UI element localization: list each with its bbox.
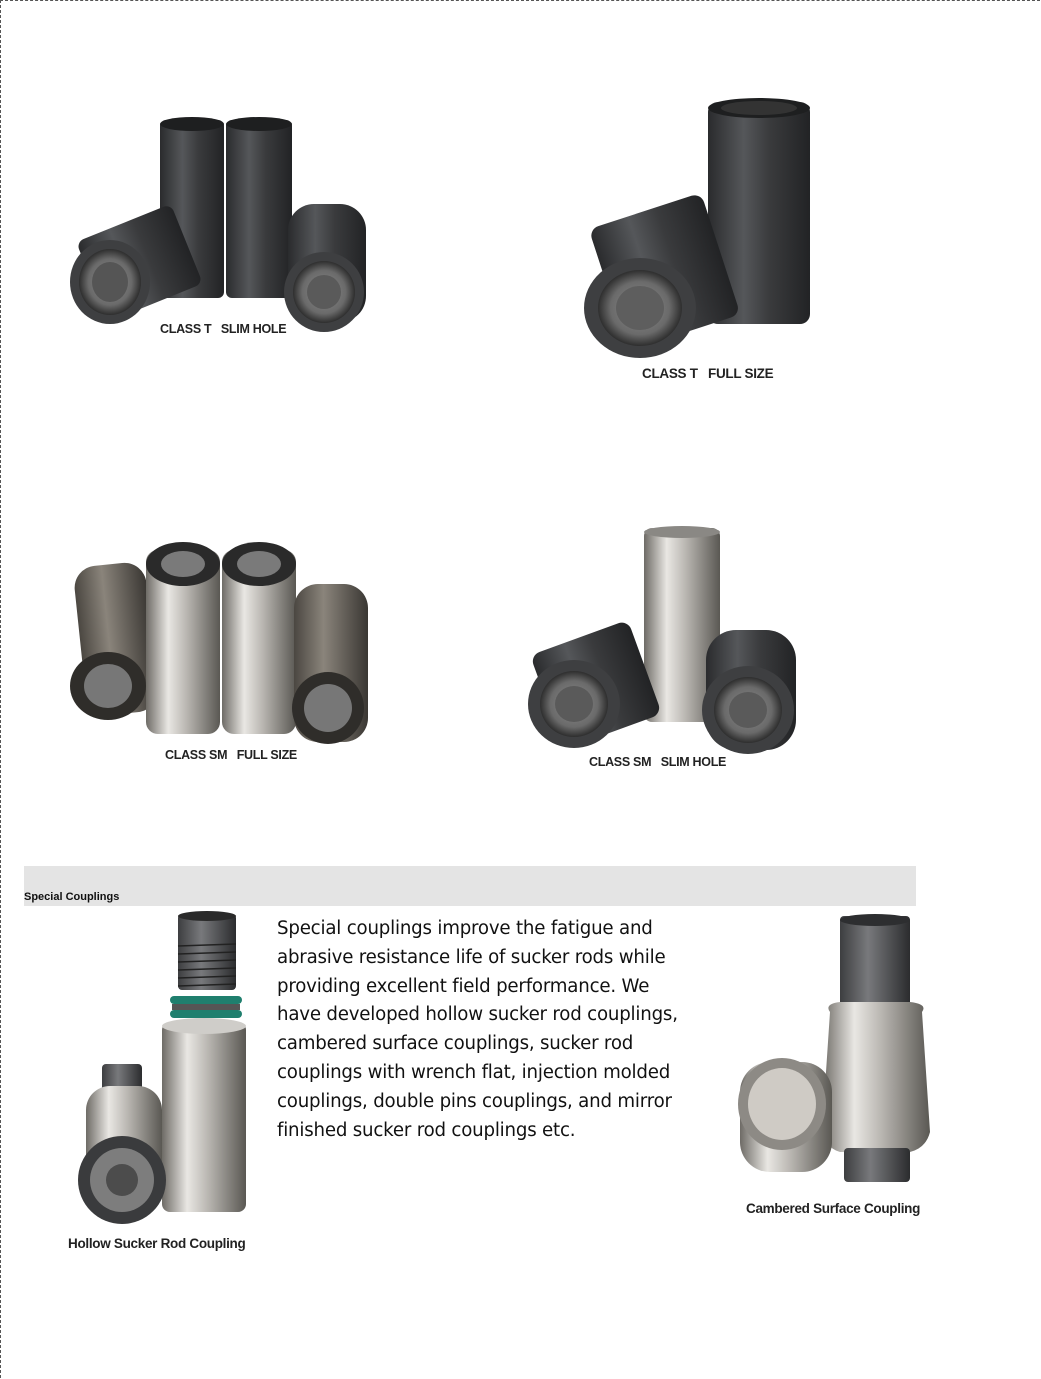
class-sm-slim-hole-photo [526,524,801,760]
class-sm-full-size-photo [66,538,371,748]
class-t-full-size-photo [582,96,822,358]
hollow-sucker-rod-coupling-photo [72,910,254,1232]
caption-class-sm-slim-hole: CLASS SM SLIM HOLE [589,755,727,769]
caption-class-sm-full-size: CLASS SM FULL SIZE [165,748,297,762]
caption-class-t-full-size: CLASS T FULL SIZE [642,366,774,381]
section-title: Special Couplings [24,891,120,903]
special-couplings-description: Special couplings improve the fatigue and abrasive resistance life of sucker rods while providing excellent field performance. We have developed hollow sucker rod couplings, cambered surface couplings, sucker rod couplings with wrench flat, injection molded couplings, double pins couplings, and mirror finished sucker rod couplings etc. [277,918,678,1141]
caption-hollow-sucker-rod-coupling: Hollow Sucker Rod Coupling [68,1236,246,1251]
caption-class-t-slim-hole: CLASS T SLIM HOLE [160,322,287,336]
cambered-surface-coupling-photo [734,912,934,1196]
class-t-slim-hole-photo [66,112,376,337]
caption-cambered-surface-coupling: Cambered Surface Coupling [746,1201,921,1216]
section-header-bar [24,866,916,906]
